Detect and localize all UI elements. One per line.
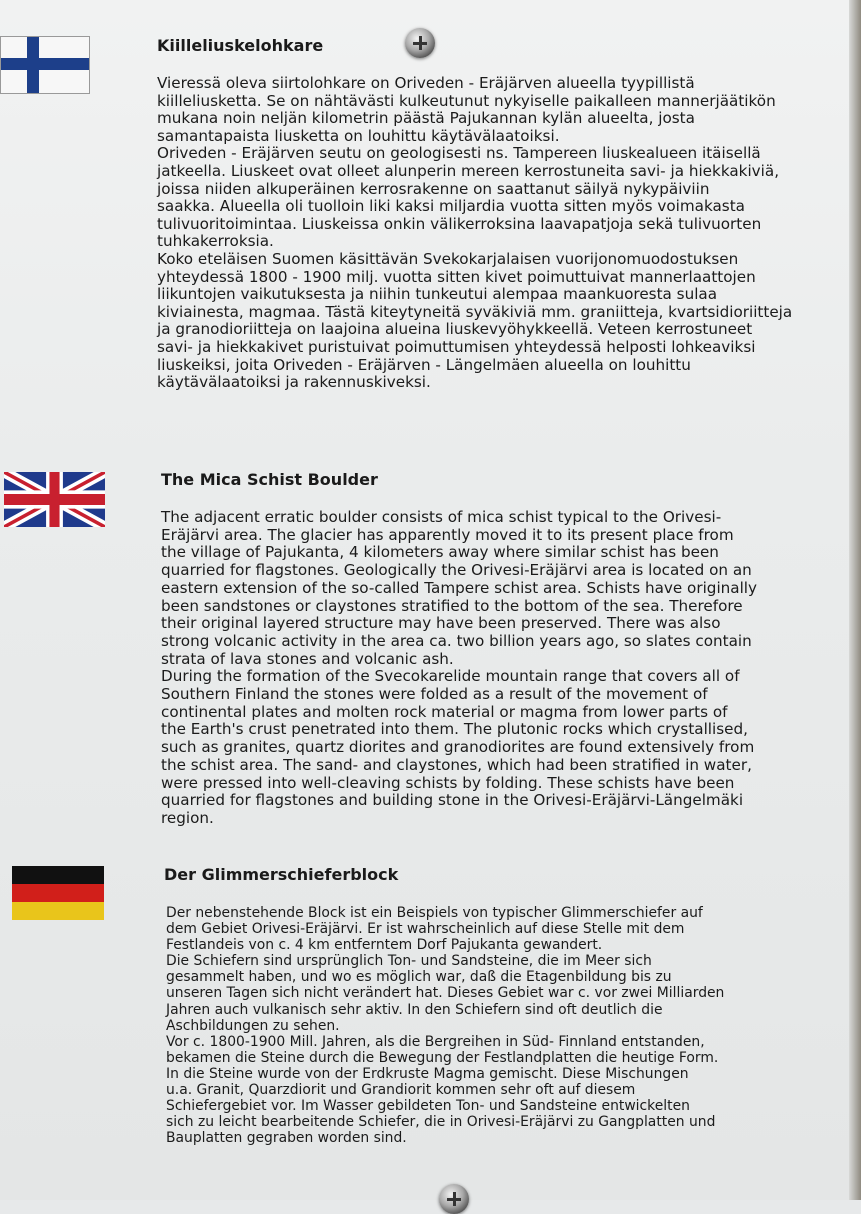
finnish-heading: Kiilleliuskelohkare [157, 36, 324, 55]
german-flag-icon [12, 866, 104, 920]
screw-top-icon [405, 28, 435, 58]
finnish-paragraph: Vieressä oleva siirtolohkare on Oriveden - Eräjärven alueella tyypillistä kiilleliusketta. Se on nähtävästi kulkeutunut nykyiselle paikalleen mannerjäätikön mukana noin neljän kilometrin päästä Pajukannan kylän alueelta, josta samantapaista liusketta on louhittu käytävälaatoiksi. Oriveden - Eräjärven seutu on geologisesti ns. Tampereen liuskealueen itäisellä jatkeella. Liuskeet ovat olleet alunperin mereen kerrostuneita savi- ja hiekkakiviä, joissa niiden alkuperäinen kerrosrakenne on saattanut säilyä nykypäiviin saakka. Alueella oli tuolloin liki kaksi miljardia vuotta sitten myös voimakasta tulivuoritoimintaa. Liuskeissa onkin välikerroksina laavapatjoja sekä tulivuorten tuhkakerroksia. Koko eteläisen Suomen käsittävän Svekokarjalaisen vuorijonomuodostuksen yhteydessä 1800 - 1900 milj. vuotta sitten kivet poimuttuivat mannerlaattojen liikuntojen vaikutuksesta ja niihin tunkeutui alempaa maankuoresta sulaa kiviainesta, magmaa. Tästä kiteytyneitä syväkiviä mm. graniitteja, kvartsidioriitteja ja granodioriitteja on laajoina alueina liuskevyöhykkeellä. Veteen kerrostuneet savi- ja hiekkakivet puristuivat poimuttumisen yhteydessä helposti lohkeaviksi liuskeiksi, joita Oriveden - Eräjärven - Längelmäen alueella on louhittu käytävälaatoiksi ja rakennuskiveksi. [157, 74, 793, 392]
finnish-flag-icon [0, 36, 90, 94]
screw-bottom-icon [439, 1184, 469, 1214]
union-jack-flag-icon [4, 472, 105, 527]
german-paragraph: Der nebenstehende Block ist ein Beispiels von typischer Glimmerschiefer auf dem Gebiet Orivesi-Eräjärvi. Er ist wahrscheinlich auf diese Stelle mit dem Festlandeis von c. 4 km entferntem Dorf Pajukanta gewandert. Die Schiefern sind ursprünglich Ton- und Sandsteine, die im Meer sich gesammelt haben, und wo es möglich war, daß die Etagenbildung bis zu unseren Tagen sich nicht verändert hat. Dieses Gebiet war c. vor zwei Milliarden Jahren auch vulkanisch sehr aktiv. In den Schiefern sind oft deutlich die Aschbildungen zu sehen. Vor c. 1800-1900 Mill. Jahren, als die Bergreihen in Süd- Finnland entstanden, bekamen die Steine durch die Bewegung der Festlandplatten die heutige Form. In die Steine wurde von der Erdkruste Magma gemischt. Diese Mischungen u.a. Granit, Quarzdiorit und Grandiorit kommen sehr oft auf diesem Schiefergebiet vor. Im Wasser gebildeten Ton- und Sandsteine entwickelten sich zu leicht bearbeitende Schiefer, die in Orivesi-Eräjärvi zu Gangplatten und Bauplatten gegraben worden sind. [166, 905, 725, 1147]
english-heading: The Mica Schist Boulder [161, 470, 378, 489]
sign-edge [849, 0, 861, 1200]
german-heading: Der Glimmerschieferblock [164, 865, 399, 884]
english-paragraph: The adjacent erratic boulder consists of mica schist typical to the Orivesi- Eräjärvi area. The glacier has apparently moved it to its present place from the village of Pajukanta, 4 kilometers away where similar schist has been quarried for flagstones. Geologically the Orivesi-Eräjärvi area is located on an eastern extension of the so-called Tampere schist area. Schists have originally been sandstones or claystones stratified to the bottom of the sea. Therefore their original layered structure may have been preserved. There was also strong volcanic activity in the area ca. two billion years ago, so slates contain strata of lava stones and volcanic ash. During the formation of the Svecokarelide mountain range that covers all of Southern Finland the stones were folded as a result of the movement of continental plates and molten rock material or magma from lower parts of the Earth's crust penetrated into them. The plutonic rocks which crystallised, such as granites, quartz diorites and granodiorites are found extensively from the schist area. The sand- and claystones, which had been stratified in water, were pressed into well-cleaving schists by folding. These schists have been quarried for flagstones and building stone in the Orivesi-Eräjärvi-Längelmäki region. [161, 508, 758, 827]
